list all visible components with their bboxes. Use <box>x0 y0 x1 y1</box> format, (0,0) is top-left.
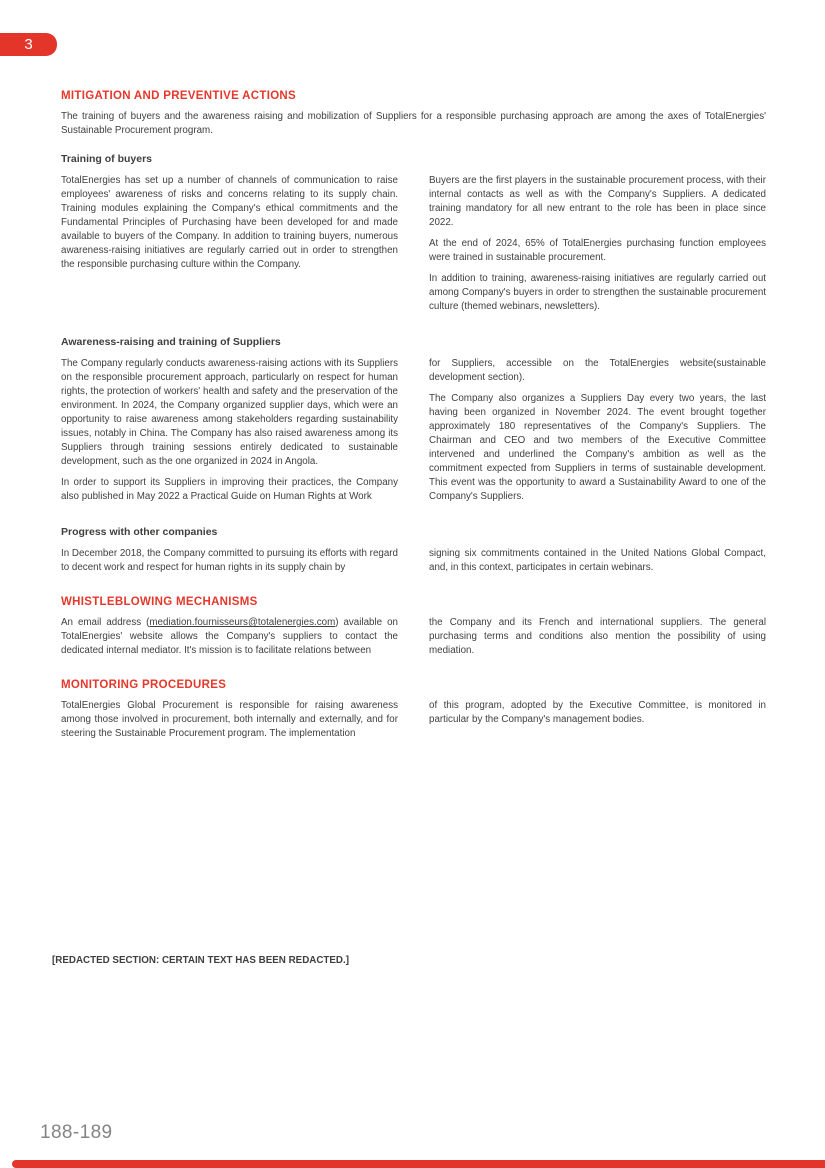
left-column <box>61 699 398 748</box>
paragraph: of this program, adopted by the Executive Committee, is monitored in particular by the Company's management bodies. <box>429 700 766 725</box>
paragraph: for Suppliers, accessible on the TotalEnergies website(sustainable development section). <box>429 358 766 383</box>
left-column <box>61 357 398 511</box>
redacted-section-notice: [REDACTED SECTION: CERTAIN TEXT HAS BEEN REDACTED.] <box>52 955 349 966</box>
right-column <box>429 547 766 582</box>
text-after-link: ) available on TotalEnergies' website allows the Company's suppliers to contact the dedicated internal mediator. It's mission is to facilitate relations between <box>61 617 398 656</box>
page-content <box>61 90 766 748</box>
section-title-monitoring: MONITORING PROCEDURES <box>61 679 227 691</box>
monitoring-columns <box>61 699 766 748</box>
paragraph: signing six commitments contained in the United Nations Global Compact, and, in this context, participates in certain webinars. <box>429 548 766 573</box>
subsection-title-awareness-suppliers: Awareness-raising and training of Suppliers <box>61 336 281 348</box>
page-number: 188-189 <box>40 1122 113 1143</box>
left-column <box>61 547 398 582</box>
paragraph: TotalEnergies has set up a number of channels of communication to raise employees' awareness of risks and concerns relating to its supply chain. Training modules explaining the Company's ethical commitments and the Fundamental Principles of Purchasing have been developed for and made available to buyers of the Company. In addition to training buyers, numerous awareness-raising initiatives are regularly carried out in order to strengthen the responsible purchasing culture within the Company. <box>61 175 398 270</box>
paragraph <box>61 616 398 658</box>
paragraph: At the end of 2024, 65% of TotalEnergies purchasing function employees were trained in sustainable procurement. <box>429 238 766 263</box>
paragraph: The Company regularly conducts awareness-raising actions with its Suppliers on the responsible procurement approach, particularly on respect for human rights, the protection of workers' health and safety and the preservation of the environment. In 2024, the Company organized supplier days, which were an opportunity to raise awareness among stakeholders regarding sustainability issues, notably in China. The Company has also raised awareness among its Suppliers through training sessions entirely dedicated to sustainable development, such as the one organized in 2024 in Angola. <box>61 358 398 467</box>
left-column <box>61 616 398 665</box>
paragraph: In order to support its Suppliers in improving their practices, the Company also published in May 2022 a Practical Guide on Human Rights at Work <box>61 477 398 502</box>
subsection-title-progress: Progress with other companies <box>61 526 218 538</box>
mediation-email-link[interactable]: mediation.fournisseurs@totalenergies.com <box>149 617 336 628</box>
mitigation-intro-paragraph: The training of buyers and the awareness raising and mobilization of Suppliers for a responsible purchasing approach are among the axes of TotalEnergies' Sustainable Procurement program. <box>61 111 766 136</box>
whistleblowing-columns <box>61 616 766 665</box>
chapter-number: 3 <box>24 36 33 53</box>
footer-accent-bar <box>12 1160 825 1168</box>
right-column <box>429 699 766 748</box>
section-title-whistleblowing: WHISTLEBLOWING MECHANISMS <box>61 596 258 608</box>
paragraph: In December 2018, the Company committed to pursuing its efforts with regard to decent work and respect for human rights in its supply chain by <box>61 548 398 573</box>
paragraph: The Company also organizes a Suppliers Day every two years, the last having been organized in November 2024. The event brought together approximately 180 representatives of the Company's Suppliers. The Chairman and CEO and two members of the Executive Committee intervened and underlined the Company's ambition as well as the commitment expected from Suppliers in terms of sustainable development. This event was the opportunity to award a Sustainability Award to one of the Company's Suppliers. <box>429 393 766 502</box>
paragraph: Buyers are the first players in the sustainable procurement process, with their internal contacts as well as with the Company's Suppliers. A dedicated training mandatory for all new entrant to the role has been in place since 2022. <box>429 175 766 228</box>
chapter-tab <box>0 33 57 56</box>
text-before-link: An email address ( <box>61 617 150 628</box>
right-column <box>429 357 766 511</box>
progress-columns <box>61 547 766 582</box>
subsection-title-training-of-buyers: Training of buyers <box>61 153 153 165</box>
section-title-mitigation: MITIGATION AND PREVENTIVE ACTIONS <box>61 90 297 102</box>
training-of-buyers-columns <box>61 174 766 321</box>
paragraph: the Company and its French and international suppliers. The general purchasing terms and conditions also mention the possibility of using mediation. <box>429 617 766 656</box>
right-column <box>429 616 766 665</box>
paragraph: TotalEnergies Global Procurement is responsible for raising awareness among those involved in procurement, both internally and externally, and for steering the Sustainable Procurement program. The implementation <box>61 700 398 739</box>
awareness-suppliers-columns <box>61 357 766 511</box>
paragraph: In addition to training, awareness-raising initiatives are regularly carried out among Company's buyers in order to strengthen the sustainable procurement culture (themed webinars, newsletters). <box>429 273 766 312</box>
right-column <box>429 174 766 321</box>
left-column <box>61 174 398 321</box>
